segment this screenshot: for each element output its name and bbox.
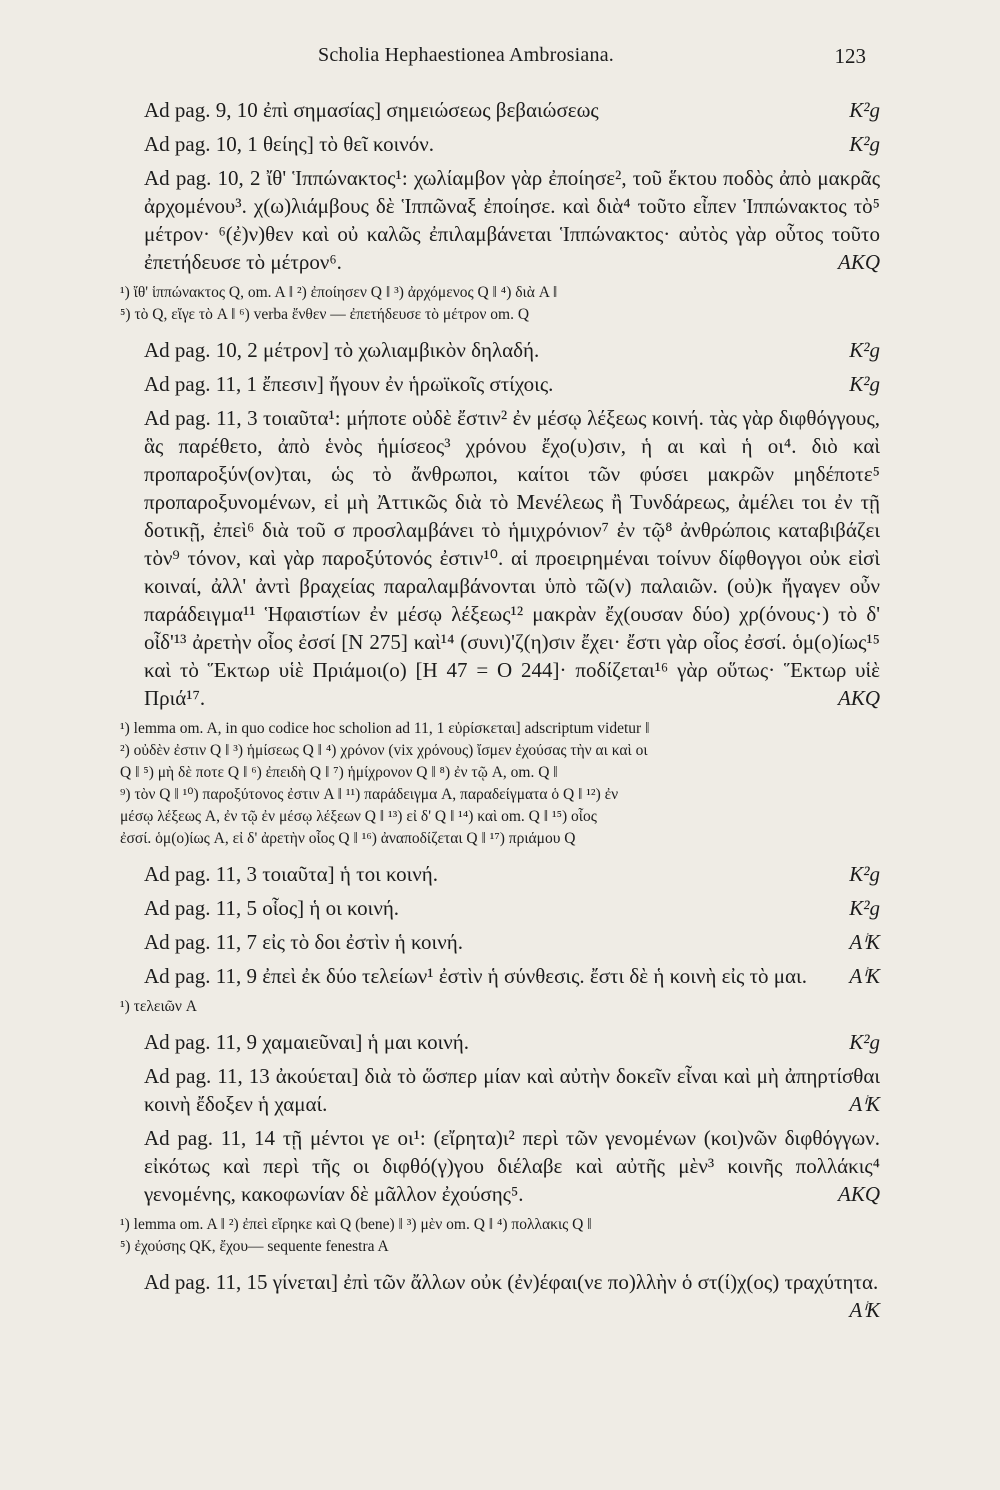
page-reference: Ad pag. 11, 3 [144, 406, 258, 430]
running-title: Scholia Hephaestionea Ambrosiana. [318, 44, 614, 66]
scholion-paragraph [120, 1268, 880, 1322]
manuscript-siglum: K²g [849, 132, 880, 156]
page-reference: Ad pag. 11, 13 [144, 1064, 270, 1088]
scholion-entry [120, 1268, 880, 1324]
apparatus-criticus [120, 1214, 880, 1258]
scholion-paragraph [120, 894, 880, 922]
scholion-text: τοιαῦτα] ἡ τοι κοινή. [262, 862, 438, 886]
scholion-paragraph [120, 1028, 880, 1056]
scholion-paragraph [120, 336, 880, 364]
scholion-text: ἔπεσιν] ἤγουν ἐν ἡρωϊκοῖς στίχοις. [262, 372, 554, 396]
page-reference: Ad pag. 11, 9 [144, 1030, 257, 1054]
scholion-text: εἰς τὸ δοι ἐστὶν ἡ κοινή. [262, 930, 463, 954]
scholion-text: ἐπὶ σημασίας] σημειώσεως βεβαιώσεως [263, 98, 599, 122]
scholion-entry [120, 130, 880, 158]
scholion-paragraph [120, 130, 880, 158]
page-number: 123 [834, 44, 866, 68]
page-reference: Ad pag. 11, 5 [144, 896, 257, 920]
scholion-paragraph [120, 962, 880, 990]
apparatus-line: ¹) lemma om. A, in quo codice hoc scholion ad 11, 1 εὑρίσκεται] adscriptum videtur ‖ [120, 720, 650, 737]
scholion-paragraph [120, 860, 880, 888]
scholion-text: τοιαῦτα¹: μήποτε οὐδὲ ἔστιν² ἐν μέσῳ λέξεως κοινή. τὰς γὰρ διφθόγγους, ἃς παρέθετο, ἀπὸ ἑνὸς ἡμίσεος³ χρόνου ἔχο(υ)σιν, ἡ αι καὶ ἡ οι⁴. διὸ καὶ προπαροξύν(ον)ται, ὡς τὸ ἄνθρωποι, καίτοι τῶν φύσει μακρῶν μηδέποτε⁵ προπαροξυνομένων, εἰ μὴ Ἀττικῶς διὰ τὸ Μενέλεως ἢ Τυνδάρεως, ἀμέλει τοι ἐν τῇ δοτικῇ, ἐπεὶ⁶ διὰ τοῦ σ προσλαμβάνει τὸ ἡμιχρόνιον⁷ ἐν τῷ⁸ ἀνθρώποις καταβιβάζει τὸν⁹ τόνον, καὶ γὰρ παροξύτονός ἐστιν¹⁰. αἱ προειρημέναι τοίνυν δίφθογγοι οὐκ εἰσὶ κοιναί, ἀλλ' ἀντὶ βραχείας παραλαμβάνονται ὑπὸ τῶ(ν) παλαιῶν. (οὐ)κ ἤγαγεν οὖν παράδειγμα¹¹ Ἡφαιστίων ἐν μέσῳ λέξεως¹² μακρὰν ἔχ(ουσαν δύο) χρ(όνους·) τὸ δ' οἶδ'¹³ ἀρετὴν οἷος ἐσσί [N 275] καὶ¹⁴ (συνι)'ζ(η)σιν ἔχει· ἔστι γὰρ οἷος ἐσσί. ὁμ(ο)ίως¹⁵ καὶ τὸ Ἕκτωρ υἱὲ Πριάμοι(ο) [H 47 = O 244]· ποδίζεται¹⁶ γὰρ οὕτως· Ἕκτωρ υἱὲ Πριά¹⁷. [144, 406, 881, 710]
apparatus-line: ¹) ἴθ' ἱππώνακτος Q, om. A ‖ ²) ἐποίησεν Q ‖ ³) ἀρχόμενος Q ‖ ⁴) διὰ A ‖ [120, 284, 558, 301]
scholion-entry [120, 1028, 880, 1056]
scholion-entry [120, 860, 880, 888]
scholion-text: ἴθ' Ἱππώνακτος¹: χωλίαμβον γὰρ ἐποίησε², τοῦ ἕκτου ποδὸς ἀπὸ μακρᾶς ἀρχομένου³. χ(ω)λιάμβους δὲ Ἱππῶναξ ἐποίησε. καὶ διὰ⁴ τοῦτο εἶπεν Ἱππώνακτος τὸ⁵ μέτρον· ⁶(ἐ)ν)θεν καὶ οὐ καλῶς ἐπιλαμβάνεται Ἱππώνακτος· αὐτὸς γὰρ οὗτος τοῦτο ἐπετήδευσε τὸ μέτρον⁶. [144, 166, 881, 274]
scholion-entry [120, 928, 880, 956]
scholion-text: τῇ μέντοι γε οι¹: (εἴρητα)ι² περὶ τῶν γενομένων (κοι)νῶν διφθόγγων. εἰκότως καὶ περὶ τῆς οι διφθό(γ)γου διέλαβε καὶ αὐτῆς μὲν³ κοινῆς πολλάκις⁴ γενομένης, κακοφωνίαν δὲ μᾶλλον ἐχούσης⁵. [144, 1126, 881, 1206]
scholion-entry [120, 404, 880, 712]
scholion-paragraph [120, 96, 880, 124]
scholion-paragraph [120, 928, 880, 956]
apparatus-criticus [120, 996, 880, 1018]
apparatus-line: μέσῳ λέξεως A, ἐν τῷ ἐν μέσῳ λέξεων Q ‖ ¹³) εἰ δ' Q ‖ ¹⁴) καὶ om. Q ‖ ¹⁵) οἷος [120, 808, 597, 825]
page-reference: Ad pag. 11, 1 [144, 372, 257, 396]
scholion-text: ἐπεὶ ἐκ δύο τελείων¹ ἐστὶν ἡ σύνθεσις. ἔστι δὲ ἡ κοινὴ εἰς τὸ μαι. [262, 964, 807, 988]
page-header [0, 44, 1000, 76]
manuscript-siglum: K²g [849, 98, 880, 122]
scholion-text: οἷος] ἡ οι κοινή. [262, 896, 400, 920]
manuscript-siglum: AⁱK [849, 930, 880, 954]
manuscript-siglum: K²g [849, 338, 880, 362]
manuscript-siglum: AⁱK [849, 1092, 880, 1116]
apparatus-line: ¹) τελειῶν A [120, 998, 197, 1015]
scholion-text: ἀκούεται] διὰ τὸ ὥσπερ μίαν καὶ αὐτὴν δοκεῖν εἶναι καὶ μὴ ἀπηρτίσθαι κοινὴ ἔδοξεν ἡ χαμαί. [144, 1064, 881, 1116]
apparatus-line: Q ‖ ⁵) μὴ δὲ ποτε Q ‖ ⁶) ἐπειδὴ Q ‖ ⁷) ἡμίχρονον Q ‖ ⁸) ἐν τῷ A, om. Q ‖ [120, 764, 558, 781]
apparatus-line: ²) οὐδὲν ἐστιν Q ‖ ³) ἡμίσεως Q ‖ ⁴) χρόνον (vix χρόνους) ἴσμεν ἐχούσας τὴν αι καὶ οι [120, 742, 648, 759]
apparatus-line: ⁵) τὸ Q, εἴγε τὸ A ‖ ⁶) verba ἔνθεν — ἐπετήδευσε τὸ μέτρον om. Q [120, 306, 530, 323]
scholion-text: θείης] τὸ θεῖ κοινόν. [263, 132, 435, 156]
scholia-text [120, 96, 880, 1330]
scholion-entry [120, 962, 880, 990]
scholion-text: γίνεται] ἐπὶ τῶν ἄλλων οὐκ (ἐν)έφαι(νε πο)λλὴν ὁ στ(ί)χ(ος) τραχύτητα. [272, 1270, 879, 1294]
manuscript-siglum: AⁱK [849, 1298, 880, 1322]
manuscript-siglum: K²g [849, 372, 880, 396]
manuscript-siglum: AKQ [838, 1182, 880, 1206]
scholion-paragraph [120, 404, 880, 712]
page-reference: Ad pag. 10, 2 [144, 338, 258, 362]
page-reference: Ad pag. 11, 14 [144, 1126, 276, 1150]
page-reference: Ad pag. 10, 1 [144, 132, 258, 156]
page-reference: Ad pag. 10, 2 [144, 166, 261, 190]
scholion-text: χαμαιεῦναι] ἡ μαι κοινή. [262, 1030, 469, 1054]
scholion-entry [120, 336, 880, 364]
page-reference: Ad pag. 11, 15 [144, 1270, 268, 1294]
scholion-paragraph [120, 164, 880, 276]
scholion-entry [120, 96, 880, 124]
scholion-paragraph [120, 1124, 880, 1208]
manuscript-siglum: K²g [849, 1030, 880, 1054]
page-reference: Ad pag. 9, 10 [144, 98, 258, 122]
apparatus-criticus [120, 282, 880, 326]
apparatus-line: ⁵) ἐχούσης QK, ἔχου— sequente fenestra A [120, 1238, 389, 1255]
scholion-entry [120, 370, 880, 398]
apparatus-line: ⁹) τὸν Q ‖ ¹⁰) παροξύτονος ἐστιν A ‖ ¹¹) παράδειγμα A, παραδείγματα ὁ Q ‖ ¹²) ἐν [120, 786, 619, 803]
apparatus-line: ¹) lemma om. A ‖ ²) ἐπεὶ εἴρηκε καὶ Q (bene) ‖ ³) μὲν om. Q ‖ ⁴) πολλακις Q ‖ [120, 1216, 592, 1233]
scholion-paragraph [120, 370, 880, 398]
scholion-entry [120, 164, 880, 276]
page-reference: Ad pag. 11, 7 [144, 930, 257, 954]
page-reference: Ad pag. 11, 9 [144, 964, 257, 988]
manuscript-siglum: AⁱK [849, 964, 880, 988]
apparatus-line: ἐσσί. ὁμ(ο)ίως A, εἰ δ' ἀρετὴν οἷος Q ‖ ¹⁶) ἀναποδίζεται Q ‖ ¹⁷) πριάμου Q [120, 830, 576, 847]
page-reference: Ad pag. 11, 3 [144, 862, 257, 886]
scholion-text: μέτρον] τὸ χωλιαμβικὸν δηλαδή. [263, 338, 540, 362]
manuscript-siglum: K²g [849, 862, 880, 886]
manuscript-siglum: AKQ [838, 250, 880, 274]
scholion-paragraph [120, 1062, 880, 1118]
apparatus-criticus [120, 718, 880, 850]
manuscript-siglum: AKQ [838, 686, 880, 710]
scholion-entry [120, 1124, 880, 1208]
manuscript-siglum: K²g [849, 896, 880, 920]
scholion-entry [120, 1062, 880, 1118]
scholion-entry [120, 894, 880, 922]
